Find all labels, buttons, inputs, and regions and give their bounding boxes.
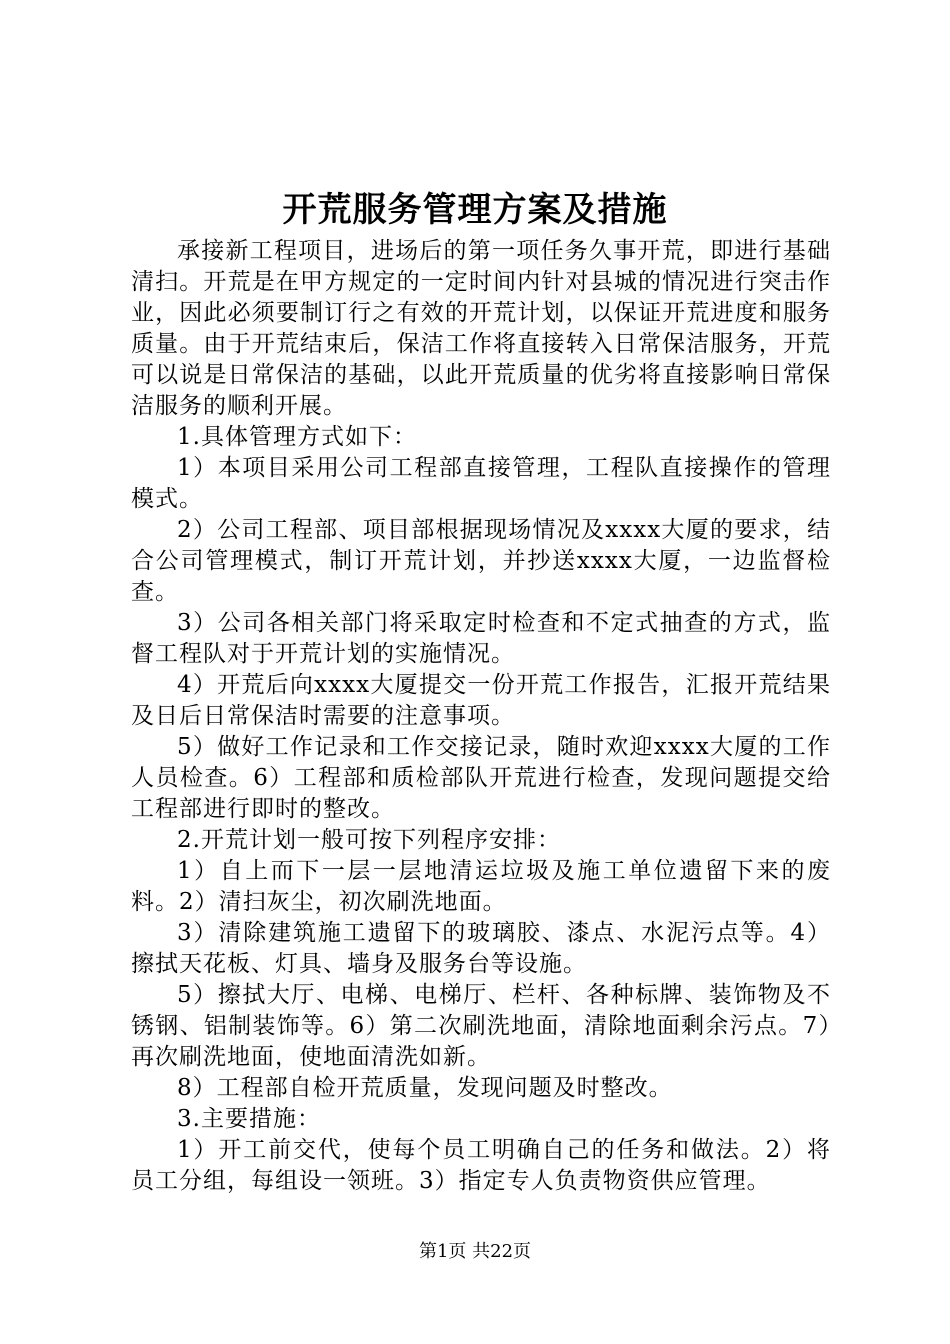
paragraph: 承接新工程项目，进场后的第一项任务久事开荒，即进行基础清扫。开荒是在甲方规定的一定时间内针对县城的情况进行突击作业，因此必须要制订行之有效的开荒计划，以保证开荒进度和服务质量。由于开荒结束后，保洁工作将直接转入日常保洁服务，开荒可以说是日常保洁的基础，以此开荒质量的优劣将直接影响日常保洁服务的顺利开展。	[131, 238, 831, 419]
paragraph: 5）做好工作记录和工作交接记录，随时欢迎xxxx大厦的工作人员检查。6）工程部和质检部队开荒进行检查，发现问题提交给工程部进行即时的整改。	[131, 734, 831, 822]
document-title: 开荒服务管理方案及措施	[282, 190, 668, 230]
paragraph: 3）清除建筑施工遗留下的玻璃胶、漆点、水泥污点等。4）擦拭天花板、灯具、墙身及服务台等设施。	[131, 920, 831, 977]
paragraph: 2.开荒计划一般可按下列程序安排：	[177, 827, 561, 853]
paragraph: 2）公司工程部、项目部根据现场情况及xxxx大厦的要求，结合公司管理模式，制订开荒计划，并抄送xxxx大厦，一边监督检查。	[131, 517, 831, 605]
paragraph: 3）公司各相关部门将采取定时检查和不定式抽查的方式，监督工程队对于开荒计划的实施情况。	[131, 610, 831, 667]
paragraph: 1.具体管理方式如下：	[177, 424, 417, 450]
paragraph: 8）工程部自检开荒质量，发现问题及时整改。	[177, 1075, 673, 1101]
paragraph: 4）开荒后向xxxx大厦提交一份开荒工作报告，汇报开荒结果及日后日常保洁时需要的注意事项。	[131, 672, 831, 729]
page-number-footer: 第1页 共22页	[418, 1241, 532, 1262]
paragraph: 1）开工前交代，使每个员工明确自己的任务和做法。2）将员工分组，每组设一领班。3）指定专人负责物资供应管理。	[131, 1137, 831, 1194]
paragraph: 5）擦拭大厅、电梯、电梯厅、栏杆、各种标牌、装饰物及不锈钢、铝制装饰等。6）第二次刷洗地面，清除地面剩余污点。7）再次刷洗地面，使地面清洗如新。	[131, 982, 831, 1070]
document-body	[131, 236, 831, 1197]
paragraph: 3.主要措施：	[177, 1106, 321, 1132]
paragraph: 1）本项目采用公司工程部直接管理，工程队直接操作的管理模式。	[131, 455, 831, 512]
paragraph: 1）自上而下一层一层地清运垃圾及施工单位遗留下来的废料。2）清扫灰尘，初次刷洗地面。	[131, 858, 831, 915]
